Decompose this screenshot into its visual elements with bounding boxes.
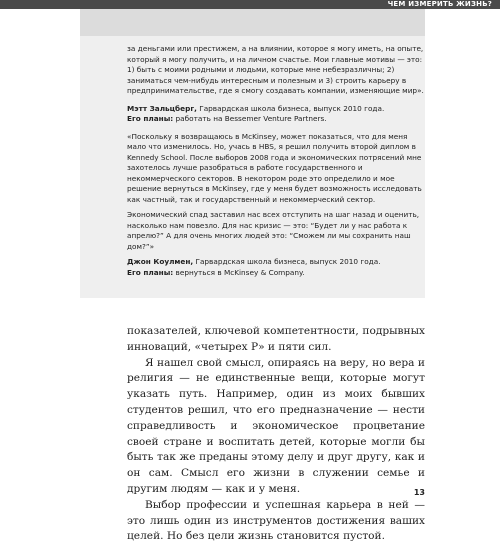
sidebar-paragraph: за деньгами или престижем, а на влиянии, которое я могу иметь, на опыте, который я могу получить, и на личном счастье. Мои главные мотивы — это: 1) быть с моими родными и людьми, которые мне небезразличны; 2) заниматься чем-нибудь интересным и полезным и 3) строить карьеру в предпринимательстве, где я смогу создавать компании, изменяющие мир». xyxy=(127,44,424,95)
sidebar-attribution xyxy=(127,257,425,268)
header-bar xyxy=(0,0,500,9)
author-name: Мэтт Зальцберг, xyxy=(127,103,197,113)
sidebar-paragraph: «Поскольку я возвращаюсь в McKinsey, может показаться, что для меня мало что изменилось. Но, учась в HBS, я решил получить второй диплом в Kennedy School. После выборов 2008 года и экономических потрясений мне захотелось лучше разобраться в работе государственного и некоммерческого секторов. В некотором роде это определило и мое решение вернуться в McKinsey, где у меня будет возможность исследовать как частный, так и государственный и некоммерческий сектор. xyxy=(127,131,422,204)
plans-text: вернуться в McKinsey & Company. xyxy=(173,267,305,277)
body-paragraph: Я нашел свой смысл, опираясь на веру, но вера и религия — не единственные вещи, которые могут указать путь. Например, один из моих бывших студентов решил, что его предназначение — нести справедливость и экономическое процветание своей стране и воспитать детей, которые могли бы быть так же преданы этому делу и друг другу, как и он сам. Смысл его жизни в служении семье и другим людям — как и у меня. xyxy=(127,356,425,495)
running-header: ЧЕМ ИЗМЕРИТЬ ЖИЗНЬ? xyxy=(387,0,492,8)
sidebar-band xyxy=(80,9,425,36)
author-school: Гарвардская школа бизнеса, выпуск 2010 года. xyxy=(196,103,385,113)
author-school: Гарвардская школа бизнеса, выпуск 2010 года. xyxy=(193,257,381,266)
main-body-text xyxy=(127,324,425,545)
page-number: 13 xyxy=(413,488,425,497)
sidebar-plans xyxy=(127,114,425,125)
plans-text: работать на Bessemer Venture Partners. xyxy=(173,114,327,123)
plans-label: Его планы: xyxy=(127,114,174,123)
author-name: Джон Коулмен, xyxy=(127,257,194,266)
body-paragraph: Выбор профессии и успешная карьера в ней — это лишь один из инструментов достижения ваших целей. Но без цели жизнь становится пустой. xyxy=(127,498,425,543)
plans-label: Его планы: xyxy=(127,267,174,277)
sidebar-text xyxy=(127,44,425,278)
sidebar-plans xyxy=(127,268,425,279)
body-paragraph: показателей, ключевой компетентности, подрывных инноваций, «четырех P» и пяти сил. xyxy=(127,325,425,353)
sidebar-paragraph: Экономический спад заставил нас всех отступить на шаг назад и оценить, насколько нам повезло. Для нас кризис — это: “Будет ли у нас работа к апрелю?” А для очень многих людей это: “Сможем ли мы сохранить наш дом?”» xyxy=(127,210,420,251)
sidebar-attribution xyxy=(127,104,425,115)
